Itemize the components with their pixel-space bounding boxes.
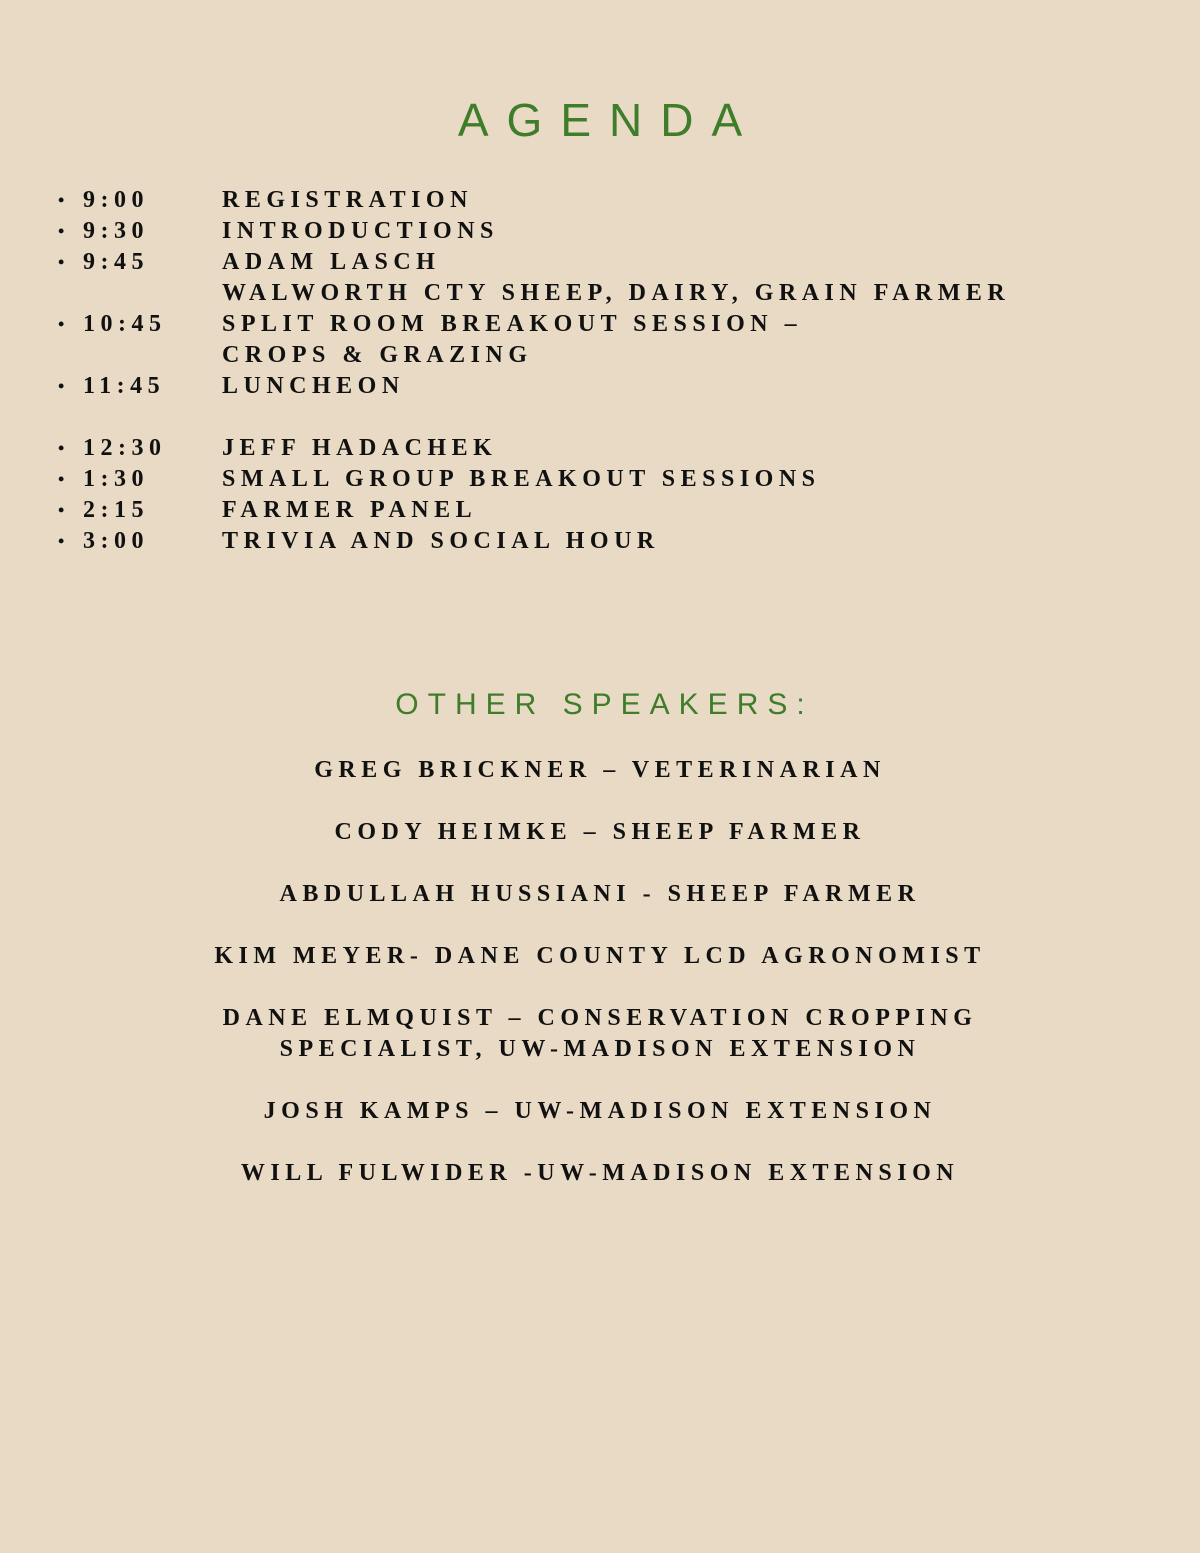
agenda-time: 3:00 bbox=[83, 528, 149, 554]
bullet: • bbox=[58, 314, 70, 334]
bullet: • bbox=[58, 190, 70, 210]
agenda-item bbox=[58, 495, 1188, 526]
speaker-entry bbox=[0, 1096, 1200, 1127]
speaker-entry bbox=[0, 755, 1200, 786]
agenda-title: SPLIT ROOM BREAKOUT SESSION – bbox=[222, 311, 803, 337]
speaker-text: JOSH KAMPS – UW-MADISON EXTENSION bbox=[263, 1098, 937, 1124]
agenda-subtitle: WALWORTH CTY SHEEP, DAIRY, GRAIN FARMER bbox=[222, 280, 1011, 306]
agenda-title: LUNCHEON bbox=[222, 373, 405, 399]
speakers-heading: OTHER SPEAKERS: bbox=[395, 688, 814, 721]
speaker-entry bbox=[0, 941, 1200, 972]
speaker-entry bbox=[0, 879, 1200, 910]
agenda-item bbox=[58, 464, 1188, 495]
speaker-entry bbox=[0, 1003, 1200, 1065]
agenda-item bbox=[58, 309, 1188, 371]
agenda-time: 1:30 bbox=[83, 466, 149, 492]
agenda-subtitle: CROPS & GRAZING bbox=[222, 342, 533, 368]
speaker-text: GREG BRICKNER – VETERINARIAN bbox=[314, 757, 886, 783]
agenda-title: ADAM LASCH bbox=[222, 249, 441, 275]
agenda-item bbox=[58, 185, 1188, 216]
agenda-time: 9:45 bbox=[83, 249, 149, 275]
speaker-text: CODY HEIMKE – SHEEP FARMER bbox=[334, 819, 866, 845]
speaker-text: DANE ELMQUIST – CONSERVATION CROPPING bbox=[222, 1005, 978, 1031]
bullet: • bbox=[58, 469, 70, 489]
agenda-time: 2:15 bbox=[83, 497, 149, 523]
speaker-text: ABDULLAH HUSSIANI - SHEEP FARMER bbox=[279, 881, 921, 907]
bullet: • bbox=[58, 221, 70, 241]
bullet: • bbox=[58, 252, 70, 272]
agenda-time: 10:45 bbox=[83, 311, 167, 337]
agenda-time: 12:30 bbox=[83, 435, 167, 461]
page-title: AGENDA bbox=[457, 94, 761, 146]
agenda-title: FARMER PANEL bbox=[222, 497, 478, 523]
agenda-item bbox=[58, 216, 1188, 247]
speaker-entry bbox=[0, 1158, 1200, 1189]
agenda-time: 9:00 bbox=[83, 187, 149, 213]
speaker-entry bbox=[0, 817, 1200, 848]
agenda-time: 11:45 bbox=[83, 373, 166, 399]
speakers-list bbox=[0, 755, 1200, 1220]
agenda-item bbox=[58, 433, 1188, 464]
bullet: • bbox=[58, 531, 70, 551]
speaker-text: KIM MEYER- DANE COUNTY LCD AGRONOMIST bbox=[214, 943, 986, 969]
agenda-title: TRIVIA AND SOCIAL HOUR bbox=[222, 528, 660, 554]
agenda-list bbox=[58, 185, 1188, 557]
agenda-item bbox=[58, 247, 1188, 309]
bullet: • bbox=[58, 438, 70, 458]
bullet: • bbox=[58, 500, 70, 520]
agenda-title: JEFF HADACHEK bbox=[222, 435, 498, 461]
agenda-time: 9:30 bbox=[83, 218, 149, 244]
agenda-title: INTRODUCTIONS bbox=[222, 218, 499, 244]
agenda-item bbox=[58, 526, 1188, 557]
agenda-item bbox=[58, 371, 1188, 402]
agenda-title: SMALL GROUP BREAKOUT SESSIONS bbox=[222, 466, 821, 492]
agenda-title: REGISTRATION bbox=[222, 187, 473, 213]
bullet: • bbox=[58, 376, 70, 396]
speaker-text: WILL FULWIDER -UW-MADISON EXTENSION bbox=[240, 1160, 960, 1186]
speaker-text-continued: SPECIALIST, UW-MADISON EXTENSION bbox=[279, 1036, 921, 1062]
